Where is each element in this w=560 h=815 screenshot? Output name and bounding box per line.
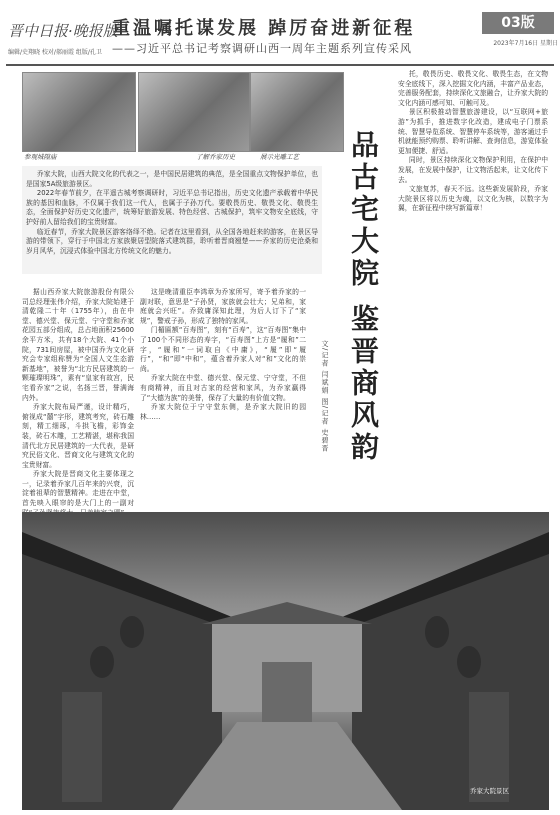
lead-box	[22, 166, 322, 274]
col4-paragraph-2: 景区积极推动智慧旅游建设，以“互联网+旅游”为抓手，推进数字化改造，建成电子门票系统、智慧导览系统、智慧停车系统等，游客通过手机就能预约购票、聆听讲解、查询信息，游览体验更加便捷、舒适。	[398, 108, 548, 155]
photo-caption-3: 展示光雕工艺	[260, 153, 299, 161]
col4-paragraph-4: 文旅复苏，春天不远。这些新发展阶段，乔家大院景区将以历史为魂，以文化为核，以数字为翼，在新征程中续写新篇章！	[398, 185, 548, 213]
edition-badge: 03版	[482, 12, 554, 34]
header-rule	[6, 64, 554, 66]
lead-paragraph-3: 临近春节，乔家大院景区游客络绎不绝。记者在这里看到，从全国各地赶来的游客，在景区导游的带领下，穿行于中国北方家族聚居型院落式建筑群，聆听着晋商翘楚——乔家的历史沧桑和岁月风华，沉浸式体验中国北方传统文化的魅力。	[26, 227, 318, 255]
article-title: 品古宅大院 鉴晋商风韵	[347, 130, 380, 464]
col1-paragraph-2: 乔家大院布局严谨，设计精巧，俯视成“囍”字形，建筑考究，砖石雕刻，精工细琢，斗拱飞檐，彩饰金装，砖石木雕，工艺精湛，堪称我国清代北方民居建筑的一大代表，是研究民俗文化、晋商文化与建筑文化的宝贵财富。	[22, 403, 134, 469]
courtyard-photo	[22, 512, 549, 810]
lead-paragraph-1: 乔家大院，山西大院文化的代表之一，是中国民居建筑的典范，是全国重点文物保护单位，也是国家5A级旅游景区。	[26, 170, 318, 188]
article-column-2	[140, 288, 306, 510]
article-byline: 文/记者 闫斌娟 图/记者 史碧晋	[321, 340, 329, 453]
col4-paragraph-1: 托，敬畏历史、敬畏文化、敬畏生态，在文物安全底线下，深入挖掘文化内涵，丰富产品业态，完善服务配套，持续深化文旅融合，让乔家大院的文化内涵可感可知、可触可及。	[398, 70, 548, 107]
col4-paragraph-3: 同时，景区持续深化文物保护利用，在保护中发展，在发展中保护，让文物活起来，让文化传下去。	[398, 156, 548, 184]
col2-paragraph-2: 门楣匾额“百寿图”，刻有“百寿”，这“百寿图”集中了100个不同形态的寿字，“百寿图”上方是“履和”二字，“履和”一词取自《中庸》，“履”即“履行”，“和”即“中和”，蕴含着乔家人对“和”文化的崇尚。	[140, 326, 306, 373]
photo-temple-visit	[22, 72, 136, 152]
photo-caption-1: 参观城隍庙	[24, 153, 57, 161]
masthead-editors: 编辑/史翔晓 校对/郝丽霞 组版/孔卫	[8, 49, 102, 56]
lead-paragraph-2: 2022年春节前夕，在平遥古城考察调研时，习近平总书记指出，历史文化遗产承载着中华民族的基因和血脉，不仅属于我们这一代人，也属于子孙万代。要敬畏历史、敬畏文化、敬畏生态，全面保护好历史文化遗产，统筹好旅游发展、特色经营、古城保护，筑牢文物安全底线，守护好前人留给我们的宝贵财富。	[26, 189, 318, 226]
photo-caption-2: 了解乔家历史	[196, 153, 235, 161]
col2-paragraph-3: 乔家大院在中堂、德兴堂、保元堂、宁守堂，不但有商精神，而且对古家的经营和家风，为乔家赢得了“大德为族”的美誉，保存了大量的有价值文物。	[140, 374, 306, 402]
issue-date: 2023年7月16日 星期日	[493, 40, 558, 47]
col2-paragraph-4: 乔家大院位于宁守堂东侧，是乔家大院旧的园林……	[140, 403, 306, 421]
masthead-logo: 晋中日报·晚报版	[8, 22, 118, 40]
masthead	[8, 20, 118, 64]
photo-history-tour	[138, 72, 250, 152]
col2-paragraph-1: 这是晚清重臣李鸿章为乔家所写，寄予着乔家的一副对联，意思是“子孙贤，家族就会壮大；兄弟和，家庭就会兴旺”。乔致庸深知此理，为后人订下了“家规”，警戒子孙，形成了独特的家风。	[140, 288, 306, 325]
courtyard-illustration	[22, 512, 549, 810]
banner-title: 重温嘱托谋发展 踔厉奋进新征程	[112, 18, 416, 39]
col1-paragraph-1: 据山西乔家大院旅游股份有限公司总经理张伟介绍，乔家大院始建于清乾隆二十年（1755年），由在中堂、德兴堂、保元堂、宁守堂和乔家花园五部分组成，总占地面积25600余平方米，共有18个大院、41个小院，731间房屋，被中国乔为文化研究会专家组称赞为“全国人文生态游新基地”，被誉为“北方民居建筑的一颗璀璨明珠”，素有“皇家有故宫，民宅看乔家”之说，名扬三晋，誉满海内外。	[22, 288, 134, 402]
courtyard-photo-caption: 乔家大院景区	[470, 787, 509, 795]
col1-paragraph-3: 乔家大院是晋商文化主要体现之一，记录着乔家几百年来的兴衰，沉淀着祖辈的智慧精神。走进在中堂，首先映入眼帘的是大门上的一副对	[22, 470, 134, 508]
article-column-1	[22, 288, 134, 510]
article-column-4	[398, 70, 548, 508]
banner-subtitle: ——习近平总书记考察调研山西一周年主题系列宣传采风	[112, 42, 412, 55]
